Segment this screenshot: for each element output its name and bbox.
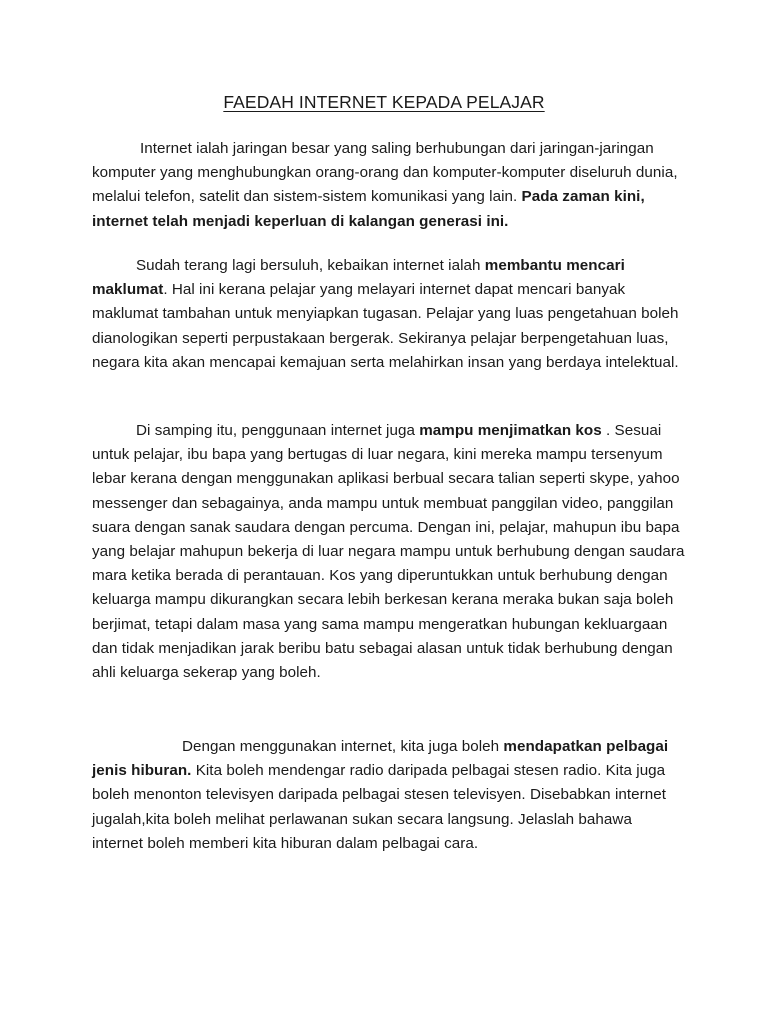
paragraph-text: Dengan menggunakan internet, kita juga boleh <box>182 738 504 755</box>
paragraph-text: Internet ialah jaringan besar yang saling berhubungan dari jaringan-jaringan komputer yang menghubungkan orang-orang dan komputer-komputer diseluruh dunia, melalui telefon, satelit dan sistem-sistem komunikasi yang lain. <box>92 140 678 206</box>
paragraph-1 <box>92 137 686 234</box>
paragraph-emphasis: membantu mencari maklumat <box>92 257 625 299</box>
paragraph-emphasis: mampu menjimatkan kos <box>419 422 602 439</box>
paragraph-text: Sudah terang lagi bersuluh, kebaikan internet ialah <box>136 257 485 274</box>
paragraph-text: . Hal ini kerana pelajar yang melayari internet dapat mencari banyak maklumat tambahan untuk menyiapkan tugasan. Pelajar yang luas pengetahuan boleh dianologikan seperti perpustakaan bergerak. Sekiranya pelajar berpengetahuan luas, negara kita akan mencapai kemajuan serta melahirkan insan yang berdaya intelektual. <box>92 281 679 371</box>
document-title: FAEDAH INTERNET KEPADA PELAJAR <box>223 92 545 112</box>
paragraph-text: Di samping itu, penggunaan internet juga <box>136 422 420 439</box>
paragraph-emphasis: mendapatkan pelbagai jenis hiburan. <box>92 738 669 780</box>
paragraph-text: Kita boleh mendengar radio daripada pelbagai stesen radio. Kita juga boleh menonton televisyen daripada pelbagai stesen televisyen. Disebabkan internet jugalah,kita boleh melihat perlawanan sukan secara langsung. Jelaslah bahawa internet boleh memberi kita hiburan dalam pelbagai cara. <box>92 762 667 852</box>
paragraph-emphasis: Pada zaman kini, internet telah menjadi keperluan di kalangan generasi ini. <box>92 188 645 230</box>
paragraph-2 <box>92 254 686 375</box>
paragraph-4 <box>92 735 686 856</box>
paragraph-text: . Sesuai untuk pelajar, ibu bapa yang bertugas di luar negara, kini mereka mampu tersenyum lebar kerana dengan menggunakan aplikasi berbual secara talian seperti skype, yahoo messenger dan sebagainya, anda mampu untuk membuat panggilan video, panggilan suara dengan sanak saudara dengan percuma. Dengan ini, pelajar, mahupun ibu bapa yang belajar mahupun bekerja di luar negara mampu untuk berhubung dengan saudara mara ketika berada di perantauan. Kos yang diperuntukkan untuk berhubung dengan keluarga mampu dikurangkan secara lebih berkesan kerana meraka bukan saja boleh berjimat, tetapi dalam masa yang sama mampu mengeratkan hubungan kekluargaan dan tidak menjadikan jarak beribu batu sebagai alasan untuk tidak berhubung dengan ahli keluarga sekerap yang boleh. <box>92 422 685 682</box>
paragraph-3 <box>92 419 686 685</box>
